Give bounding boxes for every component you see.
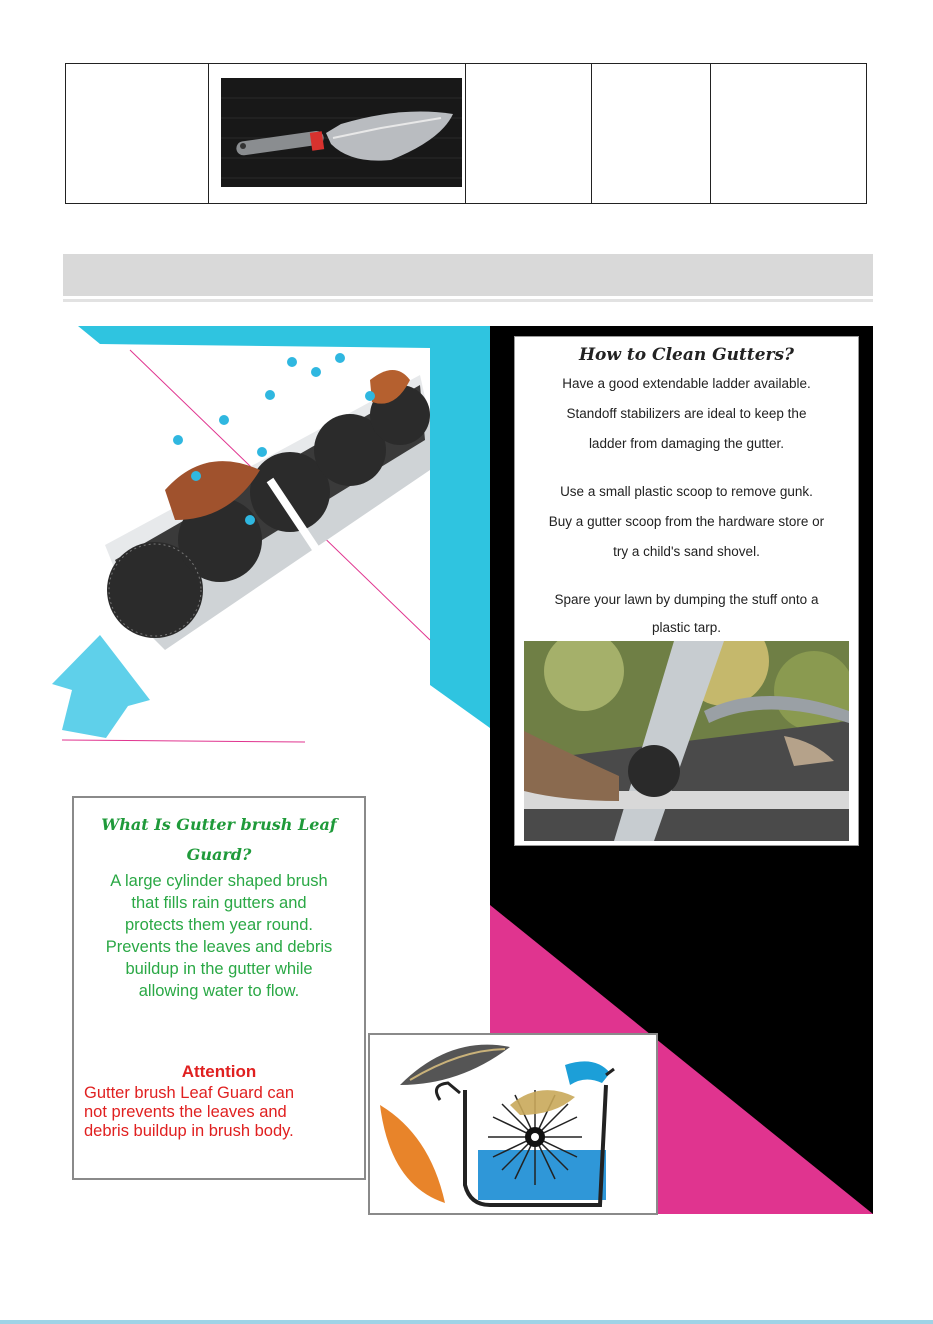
footer-line [0,1320,933,1324]
how-text-line: ladder from damaging the gutter. [588,436,785,451]
what-is-line: that fills rain gutters and [131,894,307,912]
brush-in-gutter-diagram [368,1033,658,1215]
attention-title: Attention [181,1062,257,1081]
how-text-line: plastic tarp. [651,620,722,635]
how-text-line: Have a good extendable ladder available. [562,376,811,391]
attention-line: not prevents the leaves and [84,1103,287,1121]
what-is-title [74,810,364,870]
attention-line: Gutter brush Leaf Guard can [84,1084,295,1102]
what-is-title-line: Guard? [186,845,252,864]
gutter-brush-illustration [52,350,430,742]
how-text-line: try a child's sand shovel. [613,544,760,559]
how-text-line: Use a small plastic scoop to remove gunk. [560,484,813,499]
gutter-cleaning-photo [524,641,849,841]
how-text-line: Standoff stabilizers are ideal to keep the [566,406,807,421]
how-text-line: Buy a gutter scoop from the hardware store or [548,514,825,529]
what-is-line: buildup in the gutter while [125,960,313,978]
how-to-clean-title: How to Clean Gutters? [578,345,795,365]
what-is-line: A large cylinder shaped brush [110,872,328,890]
what-is-title-line: What Is Gutter brush Leaf [101,815,337,834]
what-is-panel [72,796,366,1180]
what-is-line: Prevents the leaves and debris [105,938,333,956]
how-text-line: Spare your lawn by dumping the stuff onto a [554,592,819,607]
what-is-line: allowing water to flow. [138,982,300,1000]
attention-line: debris buildup in brush body. [84,1122,294,1140]
what-is-body [74,870,364,1002]
what-is-line: protects them year round. [124,916,313,934]
attention-body [84,1084,352,1141]
